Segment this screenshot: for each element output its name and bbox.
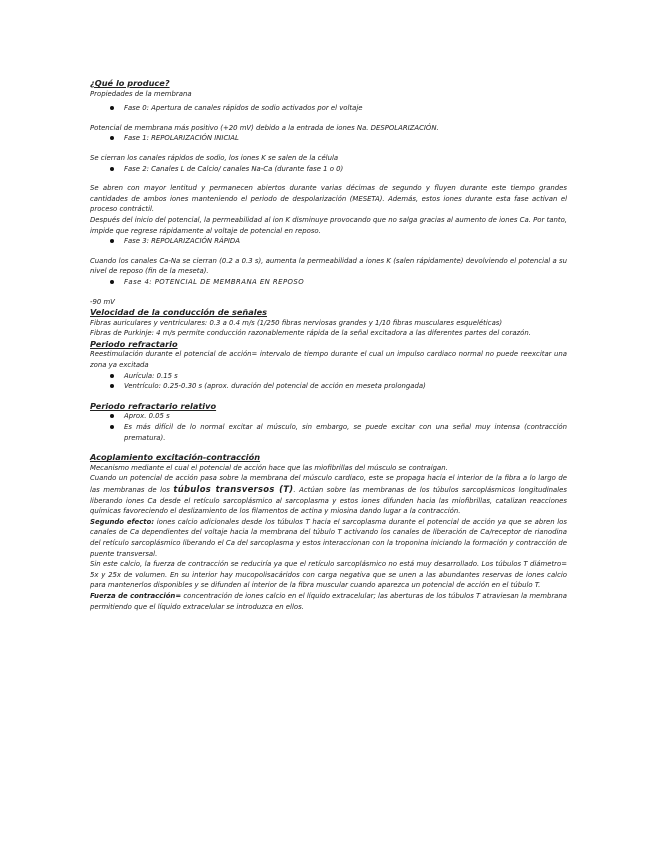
phase-list-3 <box>90 236 567 247</box>
section-title-acoplamiento: Acoplamiento excitación-contracción <box>90 452 261 463</box>
highlighted-term: túbulos transversos (T) <box>173 484 294 494</box>
paragraph: Mecanismo mediante el cual el potencial de acción hace que las miofibrillas del músculo se contraigan. <box>90 463 448 472</box>
paragraph: Potencial de membrana más positivo (+20 mV) debido a la entrada de iones Na. DESPOLARIZACIÓN. <box>90 123 439 132</box>
paragraph: Fibras de Purkinje: 4 m/s permite conducción razonablemente rápida de la señal excitadora a las diferentes partes del corazón. <box>90 329 531 338</box>
list-item-text: Fase 4: POTENCIAL DE MEMBRANA EN REPOSO <box>124 277 305 286</box>
bullet-icon <box>110 374 114 378</box>
list-item <box>116 422 567 443</box>
phase-list-2 <box>90 164 567 175</box>
phase-list-4 <box>90 277 567 288</box>
list-item <box>116 277 567 288</box>
paragraph <box>90 473 567 516</box>
bullet-icon <box>110 106 114 110</box>
paragraph-text: Cuando un potencial de acción pasa sobre la membrana del músculo cardiaco, este se propaga hacia el interior de la fibra a lo largo de las membranas de los <box>90 474 567 494</box>
phase-list-1 <box>90 133 567 144</box>
inline-label: Fuerza de contracción= <box>90 591 182 600</box>
subtitle-propiedades: Propiedades de la membrana <box>90 89 192 98</box>
section-title-periodo-refractario: Periodo refractario <box>90 338 178 349</box>
paragraph-text: . Actúan sobre las membranas de los túbulos sarcoplásmicos longitudinales liberando iones Ca desde el retículo sarcoplásmico al sarcoplasma y estos iones difunden hacia las miofibrillas, catalizan reacciones químicas favoreciendo el deslizamiento de los filamentos de actina y miosina dando lugar a la contracción. <box>90 486 567 516</box>
bullet-icon <box>110 136 114 140</box>
list-item-text: Ventrículo: 0.25-0.30 s (aprox. duración del potencial de acción en meseta prolongada) <box>124 382 426 391</box>
refractory-list <box>90 371 567 392</box>
list-item-text: Fase 2: Canales L de Calcio/ canales Na-Ca (durante fase 1 o 0) <box>124 164 344 173</box>
list-item-text: Fase 1: REPOLARIZACIÓN INICIAL <box>124 134 239 143</box>
section-title-que-lo-produce: ¿Qué lo produce? <box>90 78 170 88</box>
relative-refractory-list <box>90 411 567 443</box>
section-title-velocidad: Velocidad de la conducción de señales <box>90 307 268 318</box>
paragraph <box>90 591 567 612</box>
list-item-text: Fase 0: Apertura de canales rápidos de sodio activados por el voltaje <box>124 104 363 113</box>
list-item <box>116 371 567 382</box>
phase-list-0 <box>90 103 567 114</box>
list-item <box>116 411 567 422</box>
list-item <box>116 381 567 392</box>
inline-label: Segundo efecto: <box>90 517 155 526</box>
paragraph: Se abren con mayor lentitud y permanecen abiertos durante varias décimas de segundo y fluyen durante este tiempo grandes cantidades de ambos iones manteniendo el periodo de despolarización (MESETA). Además, estos iones durante esta fase activan el proceso contráctil. <box>90 184 567 214</box>
paragraph: Cuando los canales Ca-Na se cierran (0.2 a 0.3 s), aumenta la permeabilidad a iones K (salen rápidamente) devolviendo el potencial a su nivel de reposo (fin de la meseta). <box>90 256 567 276</box>
section-title-periodo-refractario-relativo: Periodo refractario relativo <box>90 400 217 411</box>
paragraph-text: concentración de iones calcio en el líquido extracelular; las aberturas de los túbulos T atraviesan la membrana permitiendo que el líquido extracelular se introduzca en ellos. <box>90 591 567 611</box>
list-item-text: Aprox. 0.05 s <box>124 412 170 421</box>
paragraph <box>90 517 567 559</box>
paragraph: Fibras auriculares y ventriculares: 0.3 a 0.4 m/s (1/250 fibras nerviosas grandes y 1/10 fibras musculares esqueléticas) <box>90 318 503 327</box>
bullet-icon <box>110 425 114 429</box>
list-item <box>116 103 567 114</box>
list-item-text: Aurícula: 0.15 s <box>124 371 178 380</box>
paragraph: Se cierran los canales rápidos de sodio, los iones K se salen de la célula <box>90 153 339 162</box>
list-item <box>116 236 567 247</box>
bullet-icon <box>110 239 114 243</box>
paragraph: Después del inicio del potencial, la permeabilidad al ion K disminuye provocando que no salga gracias al aumento de iones Ca. Por tanto, impide que regrese rápidamente al voltaje de potencial en reposo. <box>90 215 567 235</box>
bullet-icon <box>110 280 114 284</box>
bullet-icon <box>110 414 114 418</box>
list-item-text: Es más difícil de lo normal excitar al músculo, sin embargo, se puede excitar con una señal muy intensa (contracción prematura). <box>124 423 567 442</box>
bullet-icon <box>110 167 114 171</box>
paragraph: Sin este calcio, la fuerza de contracción se reduciría ya que el retículo sarcoplásmico no está muy desarrollado. Los túbulos T diámetro= 5x y 25x de volumen. En su interior hay mucopolisacáridos con carga negativa que se unen a las abundantes reservas de iones calcio para mantenerlos disponibles y se difunden al interior de la fibra muscular cuando aparezca un potencial de acción en el túbulo T. <box>90 560 567 590</box>
list-item <box>116 133 567 144</box>
paragraph: Reestimulación durante el potencial de acción= intervalo de tiempo durante el cual un impulso cardiaco normal no puede reexcitar una zona ya excitada <box>90 350 567 370</box>
list-item-text: Fase 3: REPOLARIZACIÓN RÁPIDA <box>124 237 240 246</box>
list-item <box>116 164 567 175</box>
resting-voltage: -90 mV <box>90 297 115 306</box>
paragraph-text: iones calcio adicionales desde los túbulos T hacia el sarcoplasma durante el potencial de acción ya que se abren los canales de Ca dependientes del voltaje hacia la membrana del túbulo T activando los canales de liberación de Ca/receptor de rianodina del retículo sarcoplásmico liberando el Ca del sarcoplasma y estos interaccionan con la troponina iniciando la formación y contracción de puente transversal. <box>90 517 567 558</box>
bullet-icon <box>110 384 114 388</box>
